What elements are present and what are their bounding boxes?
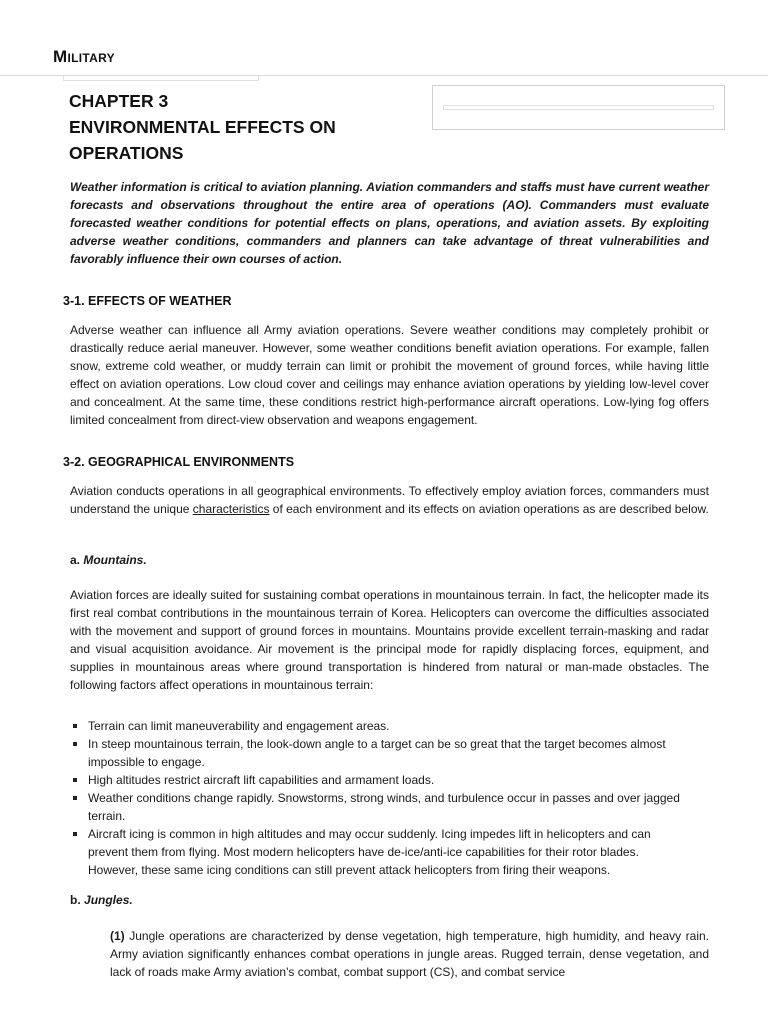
list-item: In steep mountainous terrain, the look-down angle to a target can be so great that the target becomes almost impossible to engage.	[70, 735, 709, 771]
list-item: Aircraft icing is common in high altitudes and may occur suddenly. Icing impedes lift in helicopters and can prevent them from flying. Most modern helicopters have de-ice/anti-ice capabilities for their rotor blades. However, these same icing conditions can still prevent attack helicopters from firing their weapons.	[70, 825, 709, 879]
subsection-label-a: a.	[70, 553, 81, 567]
section-body-weather: Adverse weather can influence all Army aviation operations. Severe weather conditions may completely prohibit or drastically reduce aerial maneuver. However, some weather conditions benefit aviation operations. For example, fallen snow, extreme cold weather, or muddy terrain can limit or prohibit the movement of ground forces, while having little effect on aviation operations. Low cloud cover and ceilings may enhance aviation operations by yielding low-level cover and concealment. At the same time, these conditions restrict high-performance aircraft operations. Low-lying fog offers limited concealment from direct-view observation and weapons engagement.	[70, 323, 709, 427]
header-underbar	[63, 75, 259, 81]
mountains-body: Aviation forces are ideally suited for sustaining combat operations in mountainous terrain. In fact, the helicopter made its first real combat contributions in the mountainous terrain of Korea. Helicopters can overcome the difficulties associated with the movement and support of ground forces in mountains. Mountains provide excellent terrain-masking and radar and visual acquisition avoidance. Air movement is the principal mode for rapidly displacing forces, equipment, and supplies in mountainous areas where ground transportation is hindered from natural or man-made obstacles. The following factors affect operations in mountainous terrain:	[70, 588, 709, 692]
section-body-geography	[70, 482, 709, 518]
ad-placeholder-bar	[443, 105, 714, 110]
jungles-para-text: Jungle operations are characterized by dense vegetation, high temperature, high humidity, and heavy rain. Army aviation significantly enhances combat operations in jungle areas. Rugged terrain, dense vegetation, and lack of roads make Army aviation's combat, combat support (CS), and combat service	[110, 929, 709, 979]
site-header	[0, 0, 768, 76]
chapter-number: CHAPTER 3	[69, 91, 169, 111]
intro-paragraph: Weather information is critical to aviation planning. Aviation commanders and staffs must have current weather forecasts and observations throughout the entire area of operations (AO). Commanders must evaluate forecasted weather conditions for potential effects on plans, operations, and aviation assets. By exploiting adverse weather conditions, commanders and planners can take advantage of threat vulnerabilities and favorably influence their own courses of action.	[70, 180, 709, 266]
site-brand[interactable]: Military	[53, 47, 115, 66]
characteristics-link[interactable]: characteristics	[192, 502, 270, 516]
subsection-heading-mountains	[70, 553, 147, 567]
list-item: Terrain can limit maneuverability and engagement areas.	[70, 717, 709, 735]
section-heading-weather: 3-1. EFFECTS OF WEATHER	[63, 294, 232, 308]
chapter-heading	[69, 88, 419, 166]
ad-placeholder	[432, 85, 725, 130]
subsection-title-jungles: Jungles.	[84, 893, 133, 907]
geography-text-start: Aviation conducts operations in all geographical environments. To effectively employ aviation forces, commanders must understand the unique	[70, 484, 709, 516]
geography-text-end: of each environment and its effects on aviation operations as are described below.	[269, 502, 709, 516]
mountain-factors-list	[70, 717, 709, 879]
chapter-title: ENVIRONMENTAL EFFECTS ON OPERATIONS	[69, 117, 336, 163]
list-item: High altitudes restrict aircraft lift capabilities and armament loads.	[70, 771, 709, 789]
subsection-heading-jungles	[70, 893, 133, 907]
subsection-label-b: b.	[70, 893, 81, 907]
list-item: Weather conditions change rapidly. Snowstorms, strong winds, and turbulence occur in passes and over jagged terrain.	[70, 789, 709, 825]
intro-block	[70, 178, 709, 268]
section-heading-geography: 3-2. GEOGRAPHICAL ENVIRONMENTS	[63, 455, 295, 469]
jungles-body	[110, 927, 709, 981]
subsection-title-mountains: Mountains.	[83, 553, 147, 567]
jungles-para-number: (1)	[110, 929, 125, 943]
